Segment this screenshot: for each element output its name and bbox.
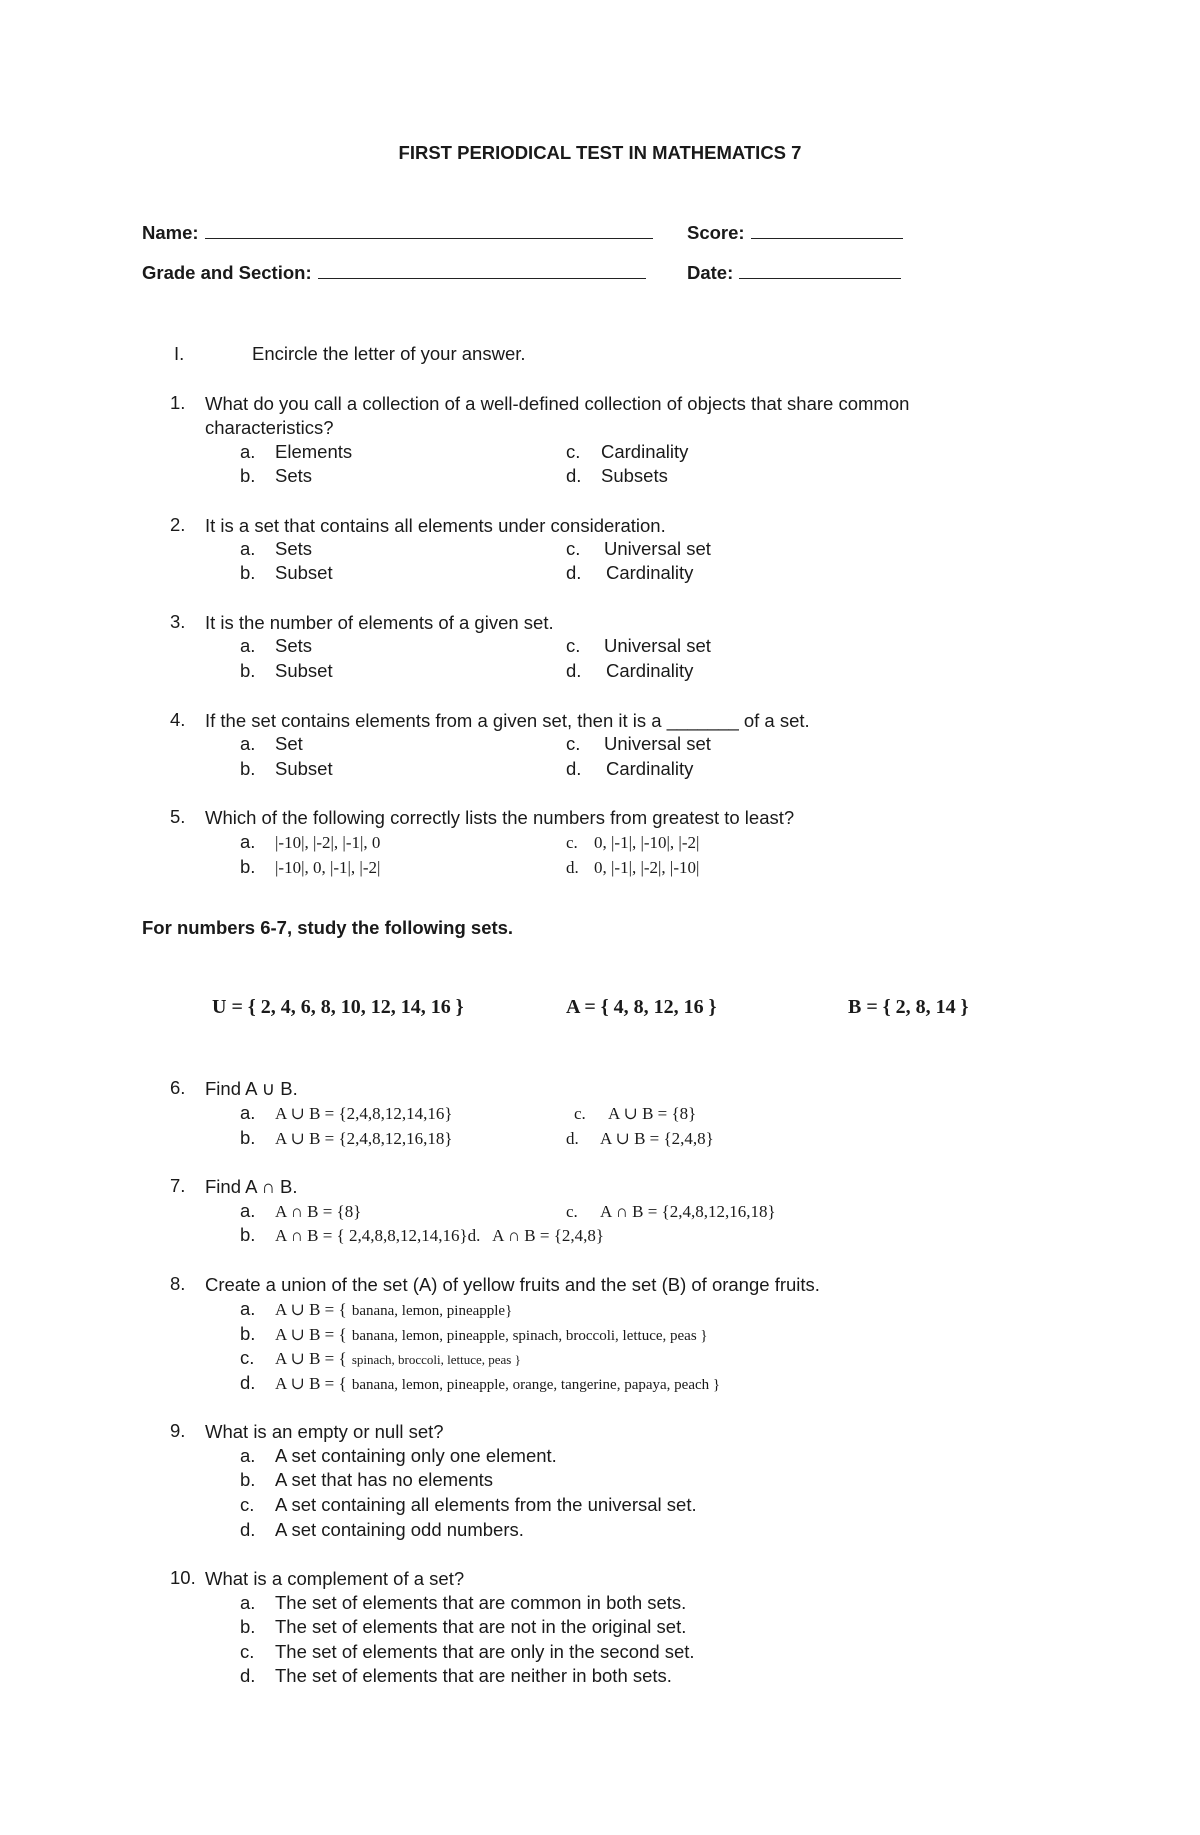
option-text: Subsets <box>601 465 668 486</box>
option-text: Subset <box>275 562 333 583</box>
option-text: banana, lemon, pineapple, spinach, broccoli, lettuce, peas } <box>351 1328 708 1344</box>
option-letter: b. <box>240 1127 256 1148</box>
option-text: A ∪ B = {8} <box>608 1104 697 1123</box>
option-letter: c. <box>240 1494 255 1515</box>
option-letter: c. <box>566 635 581 656</box>
question-number: 8. <box>170 1273 186 1294</box>
q6-option-a[interactable] <box>240 1102 453 1124</box>
option-text: The set of elements that are only in the second set. <box>275 1641 695 1662</box>
q3-option-b[interactable] <box>240 660 333 682</box>
q8-option-b[interactable] <box>240 1323 708 1345</box>
q8-option-a[interactable] <box>240 1298 512 1320</box>
date-label: Date: <box>687 262 734 283</box>
q10-option-c[interactable] <box>240 1641 695 1663</box>
score-label: Score: <box>687 222 745 243</box>
option-text: Subset <box>275 660 333 681</box>
question-number: 5. <box>170 806 186 827</box>
option-text: Sets <box>275 465 313 486</box>
option-text: Cardinality <box>606 660 694 681</box>
option-text: A ∩ B = {8} <box>275 1202 362 1221</box>
option-letter: b. <box>240 856 256 877</box>
question-number: 3. <box>170 611 186 632</box>
q8-option-c[interactable] <box>240 1347 521 1369</box>
option-letter: d. <box>240 1519 256 1540</box>
option-letter: d. <box>566 1129 579 1148</box>
score-blank[interactable] <box>751 224 903 239</box>
option-prefix: A ∪ B = { <box>275 1349 347 1368</box>
option-text: A ∩ B = { 2,4,8,8,12,14,16}d. A ∩ B = {2,4,8} <box>275 1226 605 1245</box>
q9-option-b[interactable] <box>240 1469 493 1491</box>
grade-section-field[interactable] <box>142 262 646 284</box>
option-letter: c. <box>566 441 581 462</box>
option-text: A set that has no elements <box>275 1469 494 1490</box>
score-field[interactable] <box>687 222 903 244</box>
question-text: Which of the following correctly lists the numbers from greatest to least? <box>205 807 795 828</box>
q5-option-a[interactable] <box>240 831 380 853</box>
q8-option-d[interactable] <box>240 1372 720 1394</box>
option-letter: d. <box>240 1665 256 1686</box>
option-letter: d. <box>566 660 582 681</box>
question-text-line-1: What do you call a collection of a well-defined collection of objects that share common <box>205 393 910 414</box>
q2-option-c[interactable] <box>566 538 711 560</box>
option-letter: a. <box>240 1102 256 1123</box>
option-letter: d. <box>240 1372 256 1393</box>
option-text: Sets <box>275 635 313 656</box>
question-number: 9. <box>170 1420 186 1441</box>
q3-option-a[interactable] <box>240 635 312 657</box>
section-instruction: Encircle the letter of your answer. <box>252 343 526 364</box>
option-letter: d. <box>566 562 582 583</box>
date-field[interactable] <box>687 262 901 284</box>
section-number: I. <box>174 343 185 364</box>
name-label: Name: <box>142 222 199 243</box>
option-text: A set containing only one element. <box>275 1445 557 1466</box>
option-letter: a. <box>240 1200 256 1221</box>
option-text: |-10|, |-2|, |-1|, 0 <box>275 833 381 852</box>
option-text: Universal set <box>604 635 711 656</box>
option-text: The set of elements that are neither in both sets. <box>275 1665 672 1686</box>
question-text: If the set contains elements from a given set, then it is a _______ of a set. <box>205 710 810 731</box>
q4-option-b[interactable] <box>240 758 333 780</box>
q1-option-b[interactable] <box>240 465 312 487</box>
option-letter: b. <box>240 465 256 486</box>
option-letter: a. <box>240 733 256 754</box>
option-text: Universal set <box>604 538 711 559</box>
q7-option-b[interactable] <box>240 1224 604 1246</box>
question-text: Find A ∪ B. <box>205 1078 298 1099</box>
option-letter: d. <box>566 465 582 486</box>
option-letter: c. <box>566 538 581 559</box>
date-blank[interactable] <box>739 264 901 279</box>
q4-option-d[interactable] <box>566 758 693 780</box>
option-letter: d. <box>566 758 582 779</box>
option-letter: b. <box>240 660 256 681</box>
option-text: The set of elements that are not in the original set. <box>275 1616 687 1637</box>
q3-option-d[interactable] <box>566 660 693 682</box>
option-letter: c. <box>566 1202 578 1221</box>
option-text: Subset <box>275 758 333 779</box>
option-letter: b. <box>240 1469 256 1490</box>
option-prefix: A ∪ B = { <box>275 1325 347 1344</box>
instruction-note: For numbers 6-7, study the following sets. <box>142 917 514 938</box>
option-text: A ∩ B = {2,4,8,12,16,18} <box>600 1202 776 1221</box>
question-text: It is a set that contains all elements under consideration. <box>205 515 666 536</box>
q2-option-a[interactable] <box>240 538 312 560</box>
question-number: 2. <box>170 514 186 535</box>
question-text: Find A ∩ B. <box>205 1176 298 1197</box>
question-text: Create a union of the set (A) of yellow fruits and the set (B) of orange fruits. <box>205 1274 820 1295</box>
q2-option-d[interactable] <box>566 562 693 584</box>
option-letter: b. <box>240 1224 256 1245</box>
option-text: Elements <box>275 441 353 462</box>
question-text: What is an empty or null set? <box>205 1421 444 1442</box>
option-letter: a. <box>240 1592 256 1613</box>
option-letter: c. <box>240 1641 255 1662</box>
option-text: Universal set <box>604 733 711 754</box>
set-b: B = { 2, 8, 14 } <box>848 996 969 1018</box>
option-letter: d. <box>566 858 579 877</box>
q6-option-b[interactable] <box>240 1127 453 1149</box>
page-title: FIRST PERIODICAL TEST IN MATHEMATICS 7 <box>398 142 802 163</box>
option-text: banana, lemon, pineapple} <box>351 1303 513 1319</box>
option-text: 0, |-1|, |-2|, |-10| <box>594 858 700 877</box>
q7-option-a[interactable] <box>240 1200 361 1222</box>
option-text: Set <box>275 733 303 754</box>
q10-option-d[interactable] <box>240 1665 672 1687</box>
option-letter: b. <box>240 758 256 779</box>
option-text: Cardinality <box>606 562 694 583</box>
option-text: A ∪ B = {2,4,8,12,14,16} <box>275 1104 453 1123</box>
q10-option-a[interactable] <box>240 1592 686 1614</box>
section-heading <box>174 343 526 365</box>
option-letter: c. <box>566 733 581 754</box>
q5-option-c[interactable] <box>566 831 699 853</box>
q9-option-c[interactable] <box>240 1494 697 1516</box>
question-number: 1. <box>170 392 186 413</box>
option-letter: b. <box>240 1323 256 1344</box>
q6-option-d[interactable] <box>566 1127 714 1149</box>
grade-section-blank[interactable] <box>318 264 646 279</box>
question-text <box>205 392 985 440</box>
option-letter: a. <box>240 831 256 852</box>
option-text: A ∪ B = {2,4,8} <box>600 1129 714 1148</box>
option-text: A set containing odd numbers. <box>275 1519 524 1540</box>
question-number: 10. <box>170 1567 196 1588</box>
option-letter: c. <box>574 1104 586 1123</box>
q1-option-c[interactable] <box>566 441 688 463</box>
q5-option-b[interactable] <box>240 856 380 878</box>
name-blank[interactable] <box>205 224 653 239</box>
option-text: 0, |-1|, |-10|, |-2| <box>594 833 700 852</box>
option-letter: b. <box>240 1616 256 1637</box>
question-text: It is the number of elements of a given set. <box>205 612 554 633</box>
name-field[interactable] <box>142 222 653 244</box>
q4-option-a[interactable] <box>240 733 303 755</box>
q4-option-c[interactable] <box>566 733 711 755</box>
q10-option-b[interactable] <box>240 1616 686 1638</box>
question-number: 7. <box>170 1175 186 1196</box>
option-text: Cardinality <box>606 758 694 779</box>
option-text: A ∪ B = {2,4,8,12,16,18} <box>275 1129 453 1148</box>
option-letter: b. <box>240 562 256 583</box>
q7-option-c[interactable] <box>566 1200 776 1222</box>
option-text: |-10|, 0, |-1|, |-2| <box>275 858 381 877</box>
option-text: Cardinality <box>601 441 689 462</box>
option-text: banana, lemon, pineapple, orange, tangerine, papaya, peach } <box>351 1377 721 1393</box>
question-number: 6. <box>170 1077 186 1098</box>
option-prefix: A ∪ B = { <box>275 1300 347 1319</box>
question-number: 4. <box>170 709 186 730</box>
option-letter: a. <box>240 441 256 462</box>
question-text: What is a complement of a set? <box>205 1568 465 1589</box>
q9-option-d[interactable] <box>240 1519 524 1541</box>
option-text: A set containing all elements from the universal set. <box>275 1494 697 1515</box>
option-text: Sets <box>275 538 313 559</box>
option-letter: a. <box>240 635 256 656</box>
q3-option-c[interactable] <box>566 635 711 657</box>
option-text: spinach, broccoli, lettuce, peas } <box>351 1352 521 1367</box>
question-text-line-2: characteristics? <box>205 417 334 438</box>
option-letter: a. <box>240 1445 256 1466</box>
option-prefix: A ∪ B = { <box>275 1374 347 1393</box>
set-a: A = { 4, 8, 12, 16 } <box>566 996 717 1018</box>
q1-option-a[interactable] <box>240 441 352 463</box>
q9-option-a[interactable] <box>240 1445 557 1467</box>
q1-option-d[interactable] <box>566 465 668 487</box>
q2-option-b[interactable] <box>240 562 333 584</box>
set-u: U = { 2, 4, 6, 8, 10, 12, 14, 16 } <box>212 996 464 1018</box>
option-letter: a. <box>240 538 256 559</box>
grade-section-label: Grade and Section: <box>142 262 312 283</box>
option-letter: c. <box>566 833 578 852</box>
option-letter: a. <box>240 1298 256 1319</box>
option-letter: c. <box>240 1347 255 1368</box>
q6-option-c[interactable] <box>574 1102 696 1124</box>
option-text: The set of elements that are common in both sets. <box>275 1592 687 1613</box>
q5-option-d[interactable] <box>566 856 699 878</box>
